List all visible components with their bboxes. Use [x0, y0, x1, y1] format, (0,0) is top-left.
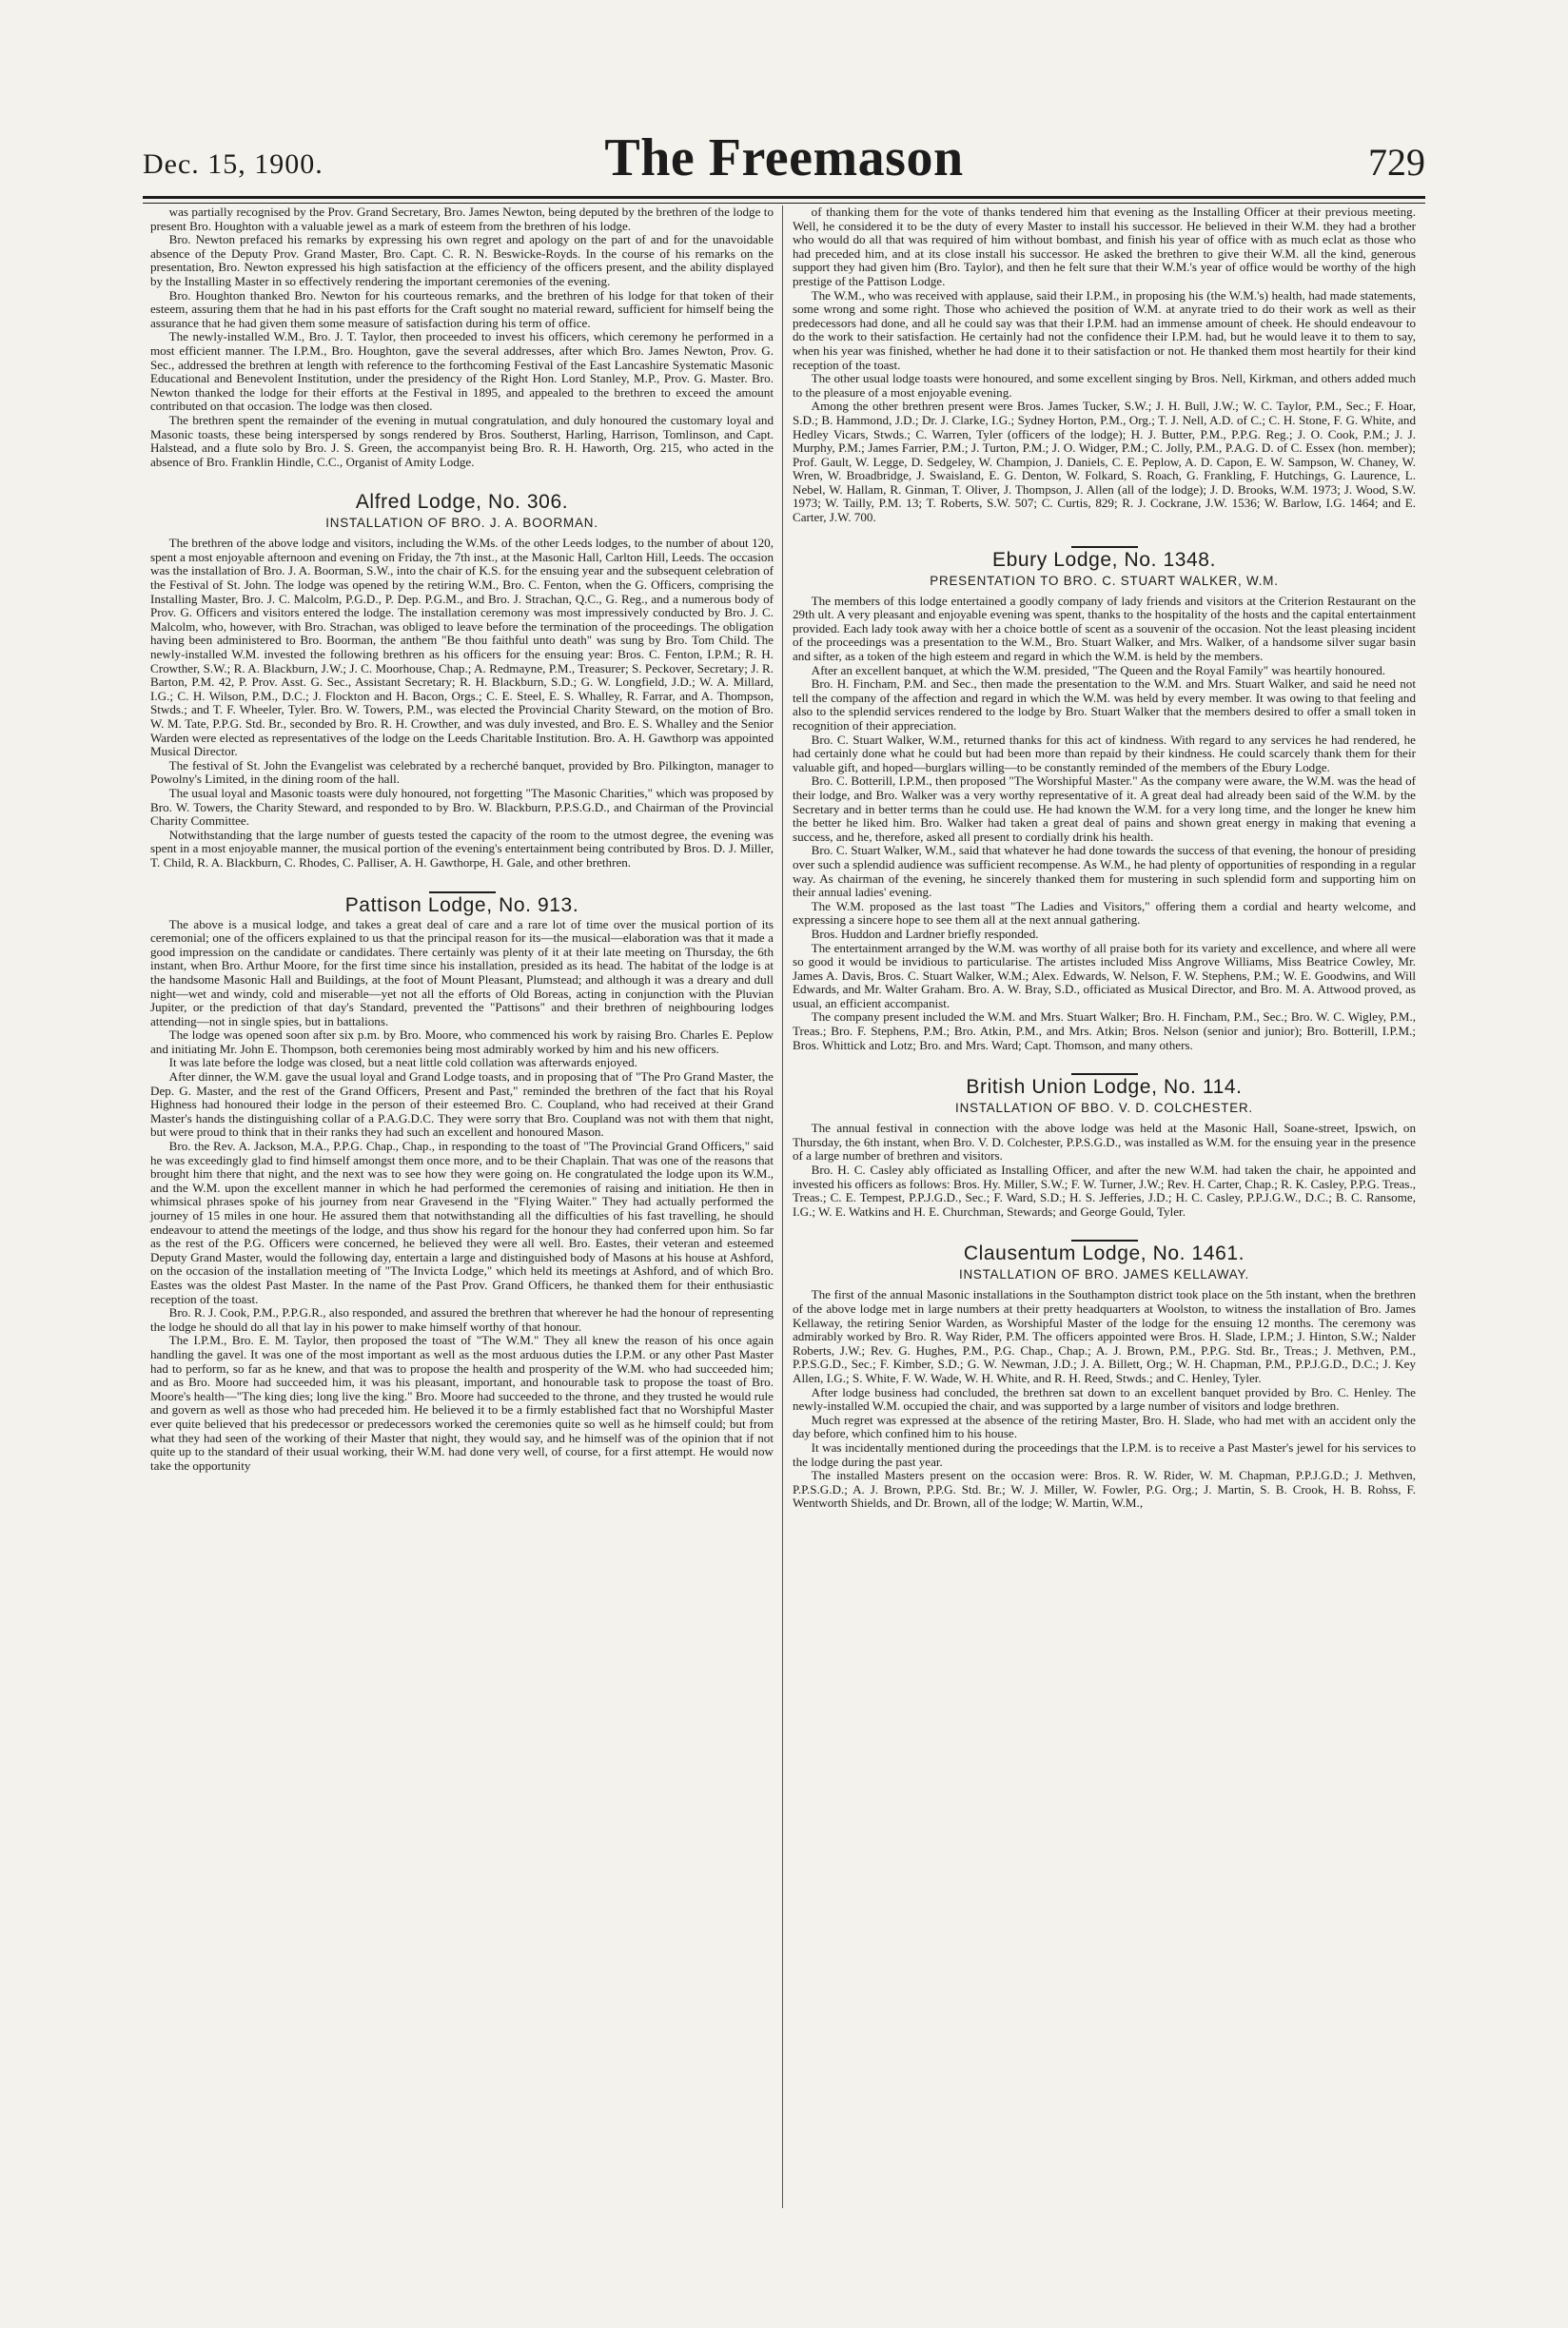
- paragraph: It was incidentally mentioned during the proceedings that the I.P.M. is to receive a Past Master's jewel for his services to the lodge during the past year.: [793, 1439, 1416, 1469]
- paragraph: After dinner, the W.M. gave the usual loyal and Grand Lodge toasts, and in proposing that of "The Pro Grand Master, the Dep. G. Master, and the rest of the Grand Officers, Present and Past," reminded the brethren of the fact that his Royal Highness had honoured their lodge in the person of their esteemed Bro. C. Coupland, who had received at their Grand Master's hands the distinguishing collar of a P.A.G.D.C. They were sorry that Bro. Coupland was not with them that night, but were proud to think that in their ranks they had such an excellent and honoured Mason.: [150, 1069, 774, 1140]
- article-title: Pattison Lodge, No. 913.: [344, 893, 579, 916]
- article-heading-ebury: [793, 546, 1416, 589]
- article-subtitle: PRESENTATION TO BRO. C. STUART WALKER, W.M.: [930, 573, 1279, 588]
- masthead-rule: [143, 196, 1425, 199]
- paragraph: Bro. C. Botterill, I.P.M., then proposed "The Worshipful Master." As the company were aware, the W.M. was the head of their lodge, and Bro. Walker was a very worthy representative of it. A great deal had already been said of the W.M. by the Secretary and in better terms than he could use. He had known the W.M. for a very long time, and the longer he knew him the better he liked him. Bro. Walker had taken a great deal of pains and shown great energy in making that evening a success, and he, therefore, asked all present to cordially drink his health.: [793, 773, 1416, 844]
- paragraph: The members of this lodge entertained a goodly company of lady friends and visitors at the Criterion Restaurant on the 29th ult. A very pleasant and enjoyable evening was spent, thanks to the hospitality of the hosts and the capital entertainment provided. Each lady took away with her a choice bottle of scent as a souvenir of the occasion. Not the least pleasing incident of the proceedings was a presentation to the W.M., Bro. Stuart Walker, and Mrs. Walker, of a handsome silver sugar basin and sifter, as a token of the high esteem and regard in which the W.M. is held by the members.: [793, 593, 1416, 664]
- issue-date: Dec. 15, 1900.: [143, 148, 323, 180]
- paragraph: Bro. H. C. Casley ably officiated as Installing Officer, and after the new W.M. had taken the chair, he appointed and invested his officers as follows: Bros. Hy. Miller, S.W.; F. W. Turner, J.W.; Rev. H. Carter, Chap.; R. K. Casley, P.P.G. Treas., Treas.; C. E. Tempest, P.P.J.G.D., Sec.; F. Ward, S.D.; H. S. Jefferies, J.D.; H. C. Casley, P.P.J.G.W., D.C.; B. C. Ransome, I.G.; W. E. Watkins and H. E. Churchman, Stewards; and George Gould, Tyler.: [793, 1163, 1416, 1219]
- article-subtitle: INSTALLATION OF BRO. JAMES KELLAWAY.: [958, 1267, 1250, 1282]
- paragraph: The newly-installed W.M., Bro. J. T. Taylor, then proceeded to invest his officers, which ceremony he performed in a most efficient manner. The I.P.M., Bro. Houghton, gave the several addresses, after which Bro. James Newton, Prov. G. Sec., addressed the brethren at length with reference to the forthcoming Festival of the East Lancashire Systematic Masonic Educational and Benevolent Institution, under the presidency of the Right Hon. Lord Stanley, M.P., Prov. G. Master. Bro. Newton thanked the lodge for their efforts at the Festival in 1895, and appealed to the brethren to exceed the amount contributed on that occasion. The lodge was then closed.: [150, 329, 774, 414]
- article-title: Ebury Lodge, No. 1348.: [991, 548, 1217, 571]
- paragraph: The above is a musical lodge, and takes a great deal of care and a rare lot of time over the musical portion of its ceremonial; one of the officers explained to us that the principal reason for its—the musical—elaboration was that it made a good impression on the candidate or candidates. There certainly was plenty of it at their late meeting on Thursday, the 6th instant, when Bro. Arthur Moore, for the first time since his installation, presided as its head. The habitat of the lodge is at the handsome Masonic Hall and Buildings, at the foot of Mount Pleasant, Plumstead; and although it was a dreary and dull night—wet and windy, cold and miserable—yet not all the efforts of Old Boreas, acting in conjunction with the Pluvian Jupiter, or the prediction of that day's Standard, prevented the "Pattisons" and their brethren of neighbouring lodges attending—not in single spies, but in battalions.: [150, 916, 774, 1028]
- column-divider: [782, 205, 783, 2208]
- article-heading-clausentum: [793, 1240, 1416, 1282]
- paragraph: After lodge business had concluded, the brethren sat down to an excellent banquet provided by Bro. C. Henley. The newly-installed W.M. occupied the chair, and was supported by a large number of visitors and lodge brethren.: [793, 1384, 1416, 1414]
- paragraph: was partially recognised by the Prov. Grand Secretary, Bro. James Newton, being deputed by the brethren of the lodge to present Bro. Houghton with a valuable jewel as a mark of esteem from the brethren of his lodge.: [150, 205, 774, 233]
- article-title: Clausentum Lodge, No. 1461.: [963, 1242, 1245, 1265]
- paragraph: Bro. C. Stuart Walker, W.M., returned thanks for this act of kindness. With regard to any services he had rendered, he had certainly done what he could but had been more than repaid by their kindness. He could scarcely thank them for their valuable gift, and hoped—burglars willing—to be constantly reminded of the members of the Ebury Lodge.: [793, 732, 1416, 774]
- paragraph: Bro. R. J. Cook, P.M., P.P.G.R., also responded, and assured the brethren that wherever he had the honour of representing the lodge he should do all that lay in his power to make himself worthy of that honour.: [150, 1305, 774, 1334]
- paragraph: The usual loyal and Masonic toasts were duly honoured, not forgetting "The Masonic Charities," which was proposed by Bro. W. Towers, the Charity Steward, and responded to by Bro. W. Blackburn, P.P.S.G.D., and Chairman of the Provincial Charity Committee.: [150, 785, 774, 829]
- paragraph: Much regret was expressed at the absence of the retiring Master, Bro. H. Slade, who had met with an accident only the day before, which confined him to his house.: [793, 1412, 1416, 1441]
- paragraph: Bro. C. Stuart Walker, W.M., said that whatever he had done towards the success of that evening, the honour of presiding over such a splendid audience was sufficient recompense. As W.M., he had plenty of opportunities of responding in a regular way. As chairman of the evening, he sincerely thanked them for mustering in such splendid form and supporting him on their annual ladies' evening.: [793, 843, 1416, 900]
- paragraph: Notwithstanding that the large number of guests tested the capacity of the room to the utmost degree, the evening was spent in a most enjoyable manner, the musical portion of the evening's entertainment being contributed by Bros. D. J. Miller, T. Child, R. A. Blackburn, C. Rhodes, C. Palliser, A. H. Gawthorpe, H. Gale, and other brethren.: [150, 827, 774, 870]
- paragraph: It was late before the lodge was closed, but a neat little cold collation was afterwards enjoyed.: [168, 1055, 637, 1070]
- paragraph: The festival of St. John the Evangelist was celebrated by a recherché banquet, provided by Bro. Pilkington, manager to Powolny's Limited, in the dining room of the hall.: [150, 757, 774, 787]
- paragraph: The company present included the W.M. and Mrs. Stuart Walker; Bro. H. Fincham, P.M., Sec.; Bro. W. C. Wigley, P.M., Treas.; Bro. F. Stephens, P.M.; Bro. Atkin, P.M., and Mrs. Atkin; Bros. Nelson (senior and junior); Bro. Botterill, I.P.M.; Bros. Whittick and Lotz; Bro. and Mrs. Ward; Capt. Thomson, and many others.: [793, 1009, 1416, 1052]
- masthead-rule-thin: [143, 203, 1425, 204]
- newspaper-title: The Freemason: [604, 128, 964, 187]
- paragraph: The W.M., who was received with applause, said their I.P.M., in proposing his (the W.M.'s) health, had made statements, some wrong and some right. Those who achieved the position of W.M. at anyrate tried to do their work as well as their predecessors had done, and all he could say was that their I.P.M. had an immense amount of cheek. He should endeavour to do the work to their satisfaction. He certainly had not the confidence their I.P.M. had, but he would leave it to them to say, when his year was finished, whether he had done it to their satisfaction or not. He thanked them most heartily for their kind reception of the toast.: [793, 287, 1416, 372]
- paragraph: Bro. the Rev. A. Jackson, M.A., P.P.G. Chap., Chap., in responding to the toast of "The Provincial Grand Officers," said he was exceedingly glad to find himself amongst them once more, and to be their Chaplain. That was one of the reasons that brought him there that night, and the next was to see how they were going on. He congratulated the lodge upon its W.M., and the W.M. upon the excellent manner in which he had performed the ceremonies of raising and initiation. He then in whimsical phrases spoke of his journey from near Gravesend in the "Flying Waiter." They had actually performed the journey of 15 miles in one hour. He assured them that notwithstanding all the difficulties of his fast travelling, he should endeavour to attend the meetings of the lodge, and thus show his regard for the honour they had conferred upon him. So far as the rest of the P.G. Officers were concerned, he believed they were all well. Bro. Eastes, their veteran and esteemed Deputy Grand Master, would the following day, entertain a large and distinguished body of Masons at his house at Ashford, on the occasion of the installation meeting of "The Invicta Lodge," which held its meetings at Ashford, and of which Bro. Eastes was the oldest Past Master. In the name of the Past Prov. Grand Officers, he thanked them for their enthusiastic reception of the toast.: [150, 1139, 774, 1306]
- paragraph: Bro. Houghton thanked Bro. Newton for his courteous remarks, and the brethren of his lodge for that token of their esteem, assuring them that he had in his past efforts for the Craft sought no material reward, sufficient for himself being the assurance that he had given them some measure of satisfaction during his term of office.: [150, 287, 774, 330]
- paragraph: Bros. Huddon and Lardner briefly responded.: [811, 926, 1039, 941]
- paragraph: of thanking them for the vote of thanks tendered him that evening as the Installing Officer at their previous meeting. Well, he considered it to be the duty of every Master to install his successor. He believed in their W.M. they had a brother who would do all that was required of him without bombast, and finish his year of office with as much eclat as those who had preceded him, and at its close install his successor. He asked the brethren to give their W.M. all the kind, generous support they had given him (Bro. Taylor), and then he felt sure that their W.M.'s year of office would be worthy of the high prestige of the Pattison Lodge.: [793, 205, 1416, 288]
- right-column: [793, 205, 1416, 1511]
- article-title: Alfred Lodge, No. 306.: [355, 491, 569, 514]
- paragraph: The I.P.M., Bro. E. M. Taylor, then proposed the toast of "The W.M." They all knew the reason of his once again handling the gavel. It was one of the most important as well as the most arduous duties the I.P.M. or any other Past Master had to perform, so far as he knew, and that was to propose the health and prosperity of the W.M. who had succeeded him; and as Bro. Moore had succeeded him, it was his pleasant, important, and honourable task to propose the toast of Bro. Moore's health—"The king dies; long live the king." Bro. Moore had succeeded to the throne, and they trusted he would rule and govern as well as those who had preceded him. He believed it to be a firmly established fact that no Worshipful Master ever quite believed that his predecessor or predecessors worked the ceremonies quite so well as he himself could; but from what they had seen of the working of their Master that night, they would say, and he himself was of the opinion that if not quite up to the standard of their usual working, their W.M. had done very well, of course, for a first attempt. He would now take the opportunity: [150, 1333, 774, 1473]
- paragraph: After an excellent banquet, at which the W.M. presided, "The Queen and the Royal Family" was heartily honoured.: [811, 662, 1386, 677]
- paragraph: Among the other brethren present were Bros. James Tucker, S.W.; J. H. Bull, J.W.; W. C. Taylor, P.M., Sec.; F. Hoar, S.D.; B. Hammond, J.D.; Dr. J. Clarke, I.G.; Sydney Horton, P.M., Org.; T. J. Nell, A.D. of C.; C. H. Stone, F. G. White, and Hedley Vicars, Stwds.; C. Warren, Tyler (officers of the lodge); H. J. Butter, P.M., P.P.G. Reg.; J. O. Cook, P.M.; J. J. Murphy, P.M.; James Farrier, P.M.; J. Turton, P.M.; J. O. Widger, P.M.; C. Jolly, P.M., P.A.G. D. of C. Essex (hon. member); Prof. Gault, W. Legge, D. Sedgeley, W. Champion, J. Daniels, C. E. Peplow, A. D. Capon, E. W. Sampson, W. Chaney, W. Wren, W. Broadbridge, J. Swaisland, E. G. Denton, W. Folkard, S. Roach, G. Frankling, F. Hutchings, G. Laurence, L. Nebel, W. Hallam, R. Ginman, T. Oliver, J. Thompson, J. Allen (all of the lodge); J. D. Brooks, W.M. 1973; J. Wood, S.W. 1973; W. Tailly, P.M. 13; T. Roberts, S.W. 507; C. Curtis, 829; R. J. Cockrane, J.W. 1536; W. Barlow, I.G. 1464; and E. Carter, J.W. 700.: [793, 399, 1416, 525]
- left-column: [150, 205, 774, 1473]
- paragraph: The first of the annual Masonic installations in the Southampton district took place on the 5th instant, when the brethren of the above lodge met in large numbers at their pretty headquarters at Woolston, to witness the installation of Bro. James Kellaway, the retiring Senior Warden, as Worshipful Master of the lodge for the ensuing 12 months. The ceremony was admirably worked by Bro. R. Way Rider, P.M. The officers appointed were Bros. H. Slade, I.P.M.; J. Hinton, S.W.; Nalder Roberts, J.W.; Rev. G. Hughes, P.M., P.G. Chap., Chap.; A. J. Brown, P.M., P.P.G. Std. Br., Treas.; J. Methven, P.M., P.P.S.G.D., Sec.; F. Kimber, S.D.; G. W. Newman, J.D.; J. A. Billett, Org.; W. H. Chapman, P.M., P.P.J.G.D., D.C.; J. Key Allen, I.G.; S. White, F. W. Wade, W. H. White, and R. H. Reed, Stwds.; and C. Henley, Tyler.: [793, 1287, 1416, 1385]
- article-heading-pattison: [150, 891, 774, 918]
- paragraph: Bro. H. Fincham, P.M. and Sec., then made the presentation to the W.M. and Mrs. Stuart Walker, and said he need not tell the company of the affection and regard in which the W.M. was held by every member. It was owing to that feeling and also to the splendid services rendered to the lodge by Bro. Stuart Walker that the members desired to offer a small token in recognition of their appreciation.: [793, 676, 1416, 733]
- paragraph: The brethren spent the remainder of the evening in mutual congratulation, and duly honoured the customary loyal and Masonic toasts, these being interspersed by songs rendered by Bros. Southerst, Harling, Harrison, Tomlinson, and Capt. Halstead, and a flute solo by Bro. J. S. Green, the accompanyist being Bro. R. H. Haworth, Org. 215, who acted in the absence of Bro. Franklin Hindle, C.C., Organist of Amity Lodge.: [150, 412, 774, 469]
- article-title: British Union Lodge, No. 114.: [966, 1076, 1243, 1099]
- paragraph: The annual festival in connection with the above lodge was held at the Masonic Hall, Soane-street, Ipswich, on Thursday, the 6th instant, when Bro. V. D. Colchester, P.P.S.G.D., was installed as W.M. for the ensuing year in the presence of a large number of brethren and visitors.: [793, 1121, 1416, 1164]
- article-heading-british-union: [793, 1073, 1416, 1116]
- paragraph: The lodge was opened soon after six p.m. by Bro. Moore, who commenced his work by raising Bro. Charles E. Peplow and initiating Mr. John E. Thompson, both ceremonies being most admirably worked by him and his new officers.: [150, 1027, 774, 1056]
- paragraph: The entertainment arranged by the W.M. was worthy of all praise both for its variety and excellence, and where all were so good it would be invidious to particularise. The artistes included Miss Angrove Williams, Miss Beatrice Cowley, Mr. James A. Davis, Bros. C. Stuart Walker, W.M.; Alex. Edwards, W. Nelson, F. W. Stephens, P.M.; W. E. Goodwins, and Will Edwards, and Mr. Walter Graham. Bro. A. W. Bray, S.D., officiated as Musical Director, and Bro. M. A. Attwood proved, as usual, an efficient accompanist.: [793, 940, 1416, 1010]
- article-subtitle: INSTALLATION OF BRO. J. A. BOORMAN.: [325, 516, 598, 531]
- paragraph: The other usual lodge toasts were honoured, and some excellent singing by Bros. Nell, Kirkman, and others added much to the pleasure of a most enjoyable evening.: [793, 371, 1416, 400]
- paragraph: Bro. Newton prefaced his remarks by expressing his own regret and apology on the part of and for the unavoidable absence of the Deputy Prov. Grand Master, Bro. Capt. C. R. N. Beswicke-Royds. In the course of his remarks on the presentation, Bro. Newton expressed his high satisfaction at the efficiency of the officers present, and the ability displayed by the Installing Master in so effectively rendering the important ceremonies of the evening.: [150, 232, 774, 288]
- page-number: 729: [1368, 141, 1425, 184]
- paragraph: The W.M. proposed as the last toast "The Ladies and Visitors," offering them a cordial and hearty welcome, and expressing a sincere hope to see them all at the next annual gathering.: [793, 898, 1416, 928]
- article-subtitle: INSTALLATION OF BBO. V. D. COLCHESTER.: [955, 1101, 1253, 1116]
- masthead: [143, 105, 1425, 192]
- article-heading-alfred: [150, 490, 774, 531]
- paragraph: The brethren of the above lodge and visitors, including the W.Ms. of the other Leeds lodges, to the number of about 120, spent a most enjoyable afternoon and evening on Friday, the 7th inst., at the Masonic Hall, Carlton Hill, Leeds. The occasion was the installation of Bro. J. A. Boorman, S.W., into the chair of K.S. for the ensuing year and the subsequent celebration of the Festival of St. John. The lodge was opened by the retiring W.M., Bro. C. Fenton, when the G. Officers, comprising the Installing Master, Bro. J. C. Malcolm, P.G.D., P. Dep. P.G.M., and Bro. J. Strachan, Q.C., G. Reg., and a numerous body of Prov. G. Officers and visitors entered the lodge. The installation ceremony was most impressively conducted by Bro. J. C. Malcolm, who, however, with Bro. Strachan, was obliged to leave before the termination of the proceedings. The obligation having been administered to Bro. Boorman, the anthem "Be thou faithful unto death" was sung by Bro. Tom Child. The newly-installed W.M. invested the following brethren as his officers for the ensuing year: Bros. C. Fenton, I.P.M.; R. H. Crowther, S.W.; R. A. Blackburn, J.W.; J. C. Moorhouse, Chap.; A. Redmayne, P.M., Treasurer; S. Peckover, Secretary; J. R. Barton, P.M. 42, P. Prov. Asst. G. Sec., Assistant Secretary; R. H. Blackburn, S.D.; G. W. Longfield, J.D.; W. A. Millard, I.G.; C. H. Wilson, P.M., D.C.; J. Flockton and H. Bacon, Orgs.; C. E. Steel, E. S. Whalley, R. Farrar, and A. Thompson, Stwds.; and T. F. Wheeler, Tyler. Bro. W. Towers, P.M., was elected the Provincial Charity Steward, on the motion of Bro. W. M. Tate, P.P.G. Std. Br., seconded by Bro. R. H. Crowther, and was duly invested, and Bro. E. S. Whalley and the Senior Warden were elected as representatives of the lodge on the Leeds Charitable Institution. Bro. A. H. Gawthorp was appointed Musical Director.: [150, 536, 774, 759]
- paragraph: The installed Masters present on the occasion were: Bros. R. W. Rider, W. M. Chapman, P.P.J.G.D.; J. Methven, P.P.S.G.D.; A. J. Brown, P.P.G. Std. Br.; W. J. Miller, W. Fowler, P.G. Org.; J. Martin, S. B. Crook, H. B. Rohss, F. Wentworth Shields, and Dr. Brown, all of the lodge; W. Martin, W.M.,: [793, 1468, 1416, 1511]
